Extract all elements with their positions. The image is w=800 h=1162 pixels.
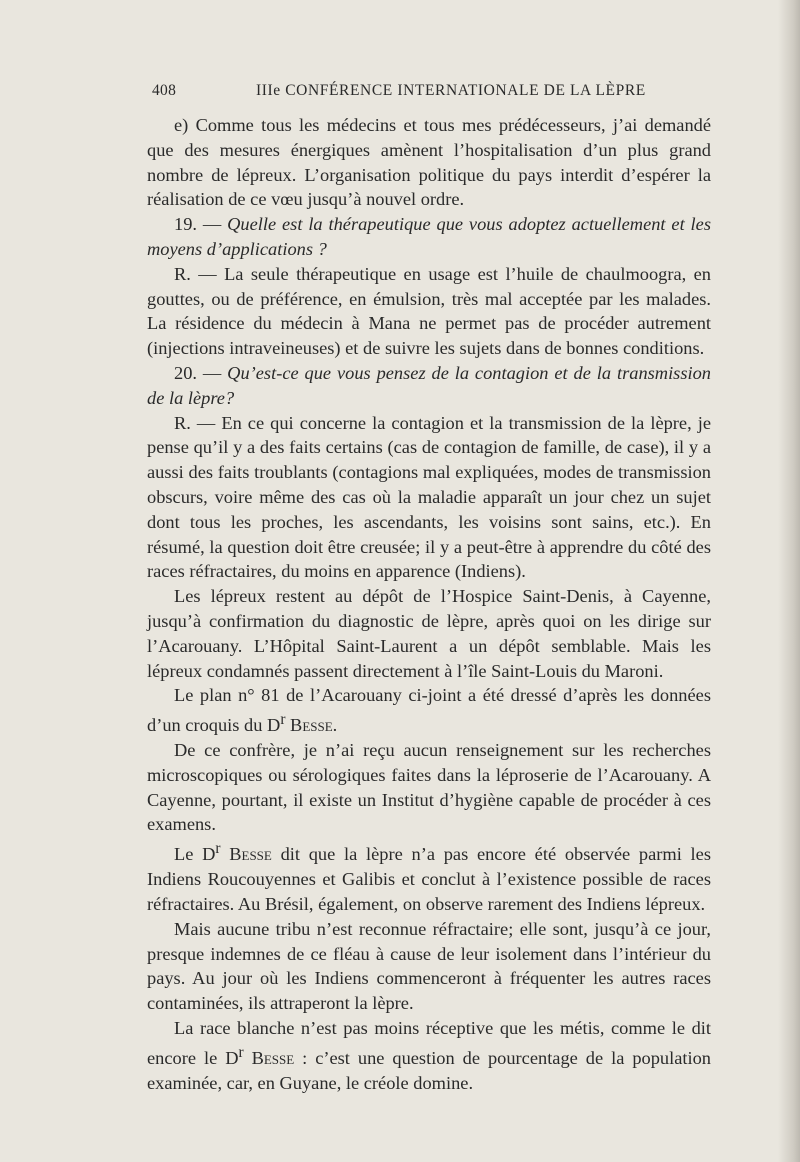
- page-header: [152, 82, 712, 104]
- besse-text: dit que la lèpre n’a pas encore été observée parmi les Indiens Roucouyennes et Galibis et conclut à l’existence possible de races réfractaires. Au Brésil, également, on observe rarement des Indiens lépreux.: [147, 844, 711, 914]
- body-text: [147, 113, 711, 1095]
- answer-20: R. — En ce qui concerne la contagion et la transmission de la lèpre, je pense qu’il y a des faits certains (cas de contagion de famille, de case), il y a aussi des faits troublants (contagions mal expliquées, modes de transmission obscurs, voire même des cas où la maladie apparaît un jour chez un sujet dont tous les proches, les ascendants, les voisins sont sains, etc.). En résumé, la question doit être creusée; il y a peut-être à apprendre du côté des races réfractaires, du moins en apparence (Indiens).: [147, 412, 711, 582]
- race-doctor-name: Besse: [251, 1047, 295, 1068]
- paragraph-plan: [147, 683, 711, 738]
- running-head: IIIe CONFÉRENCE INTERNATIONALE DE LA LÈPRE: [256, 82, 646, 99]
- question-20-text: Qu’est-ce que vous pensez de la contagion et de la transmission de la lèpre?: [147, 362, 711, 408]
- plan-end: .: [332, 715, 338, 736]
- paragraph-tribu: Mais aucune tribu n’est reconnue réfractaire; elle sont, jusqu’à ce jour, presque indemnes de ce fléau à cause de leur isolement dans l’intérieur du pays. Au jour où les Indiens commenceront à fréquenter les autres races contaminées, ils attraperont la lèpre.: [147, 918, 711, 1014]
- plan-text: Le plan n° 81 de l’Acarouany ci-joint a été dressé d’après les données d’un croquis du D: [147, 685, 711, 736]
- question-19-number: 19. —: [174, 214, 222, 235]
- race-text: La race blanche n’est pas moins réceptive que les métis, comme le dit encore le D: [147, 1017, 711, 1068]
- scan-edge-shadow: [778, 0, 800, 1162]
- plan-doctor-sup: r: [280, 711, 286, 729]
- paragraph-race: [147, 1016, 711, 1096]
- race-doctor-sup: r: [238, 1043, 244, 1061]
- besse-doctor-name: Besse: [229, 844, 272, 865]
- question-19: [147, 212, 711, 262]
- question-20-number: 20. —: [174, 362, 222, 383]
- paragraph-hospitalisation: e) Comme tous les médecins et tous mes prédécesseurs, j’ai demandé que des mesures énergiques amènent l’hospitalisation d’un plus grand nombre de lépreux. L’organisation politique du pays interdit d’espérer la réalisation de ce vœu jusqu’à nouvel ordre.: [147, 115, 711, 210]
- question-19-text: Quelle est la thérapeutique que vous adoptez actuellement et les moyens d’applications ?: [147, 214, 711, 259]
- besse-doctor-sup: r: [215, 840, 221, 858]
- page-number: 408: [152, 82, 177, 99]
- paragraph-confrere: De ce confrère, je n’ai reçu aucun renseignement sur les recherches microscopiques ou sérologiques faites dans la léproserie de l’Acarouany. A Cayenne, pourtant, il existe un Institut d’hygiène capable de procéder à ces examens.: [147, 740, 711, 835]
- answer-19: R. — La seule thérapeutique en usage est l’huile de chaulmoogra, en gouttes, ou de préférence, en émulsion, très mal acceptée par les malades. La résidence du médecin à Mana ne permet pas de procéder autrement (injections intraveineuses) et de suivre les sujets dans de bonnes conditions.: [147, 263, 711, 359]
- plan-doctor-name: Besse: [290, 715, 333, 736]
- race-end: : c’est une question de pourcentage de la population examinée, car, en Guyane, le créole domine.: [147, 1047, 711, 1093]
- paragraph-besse: [147, 837, 711, 917]
- question-20: [147, 361, 711, 411]
- besse-prefix: Le D: [174, 844, 216, 865]
- paragraph-depot: Les lépreux restent au dépôt de l’Hospice Saint-Denis, à Cayenne, jusqu’à confirmation du diagnostic de lèpre, après quoi on les dirige sur l’Acarouany. L’Hôpital Saint-Laurent a un dépôt semblable. Mais les lépreux condamnés passent directement à l’île Saint-Louis du Maroni.: [147, 586, 711, 681]
